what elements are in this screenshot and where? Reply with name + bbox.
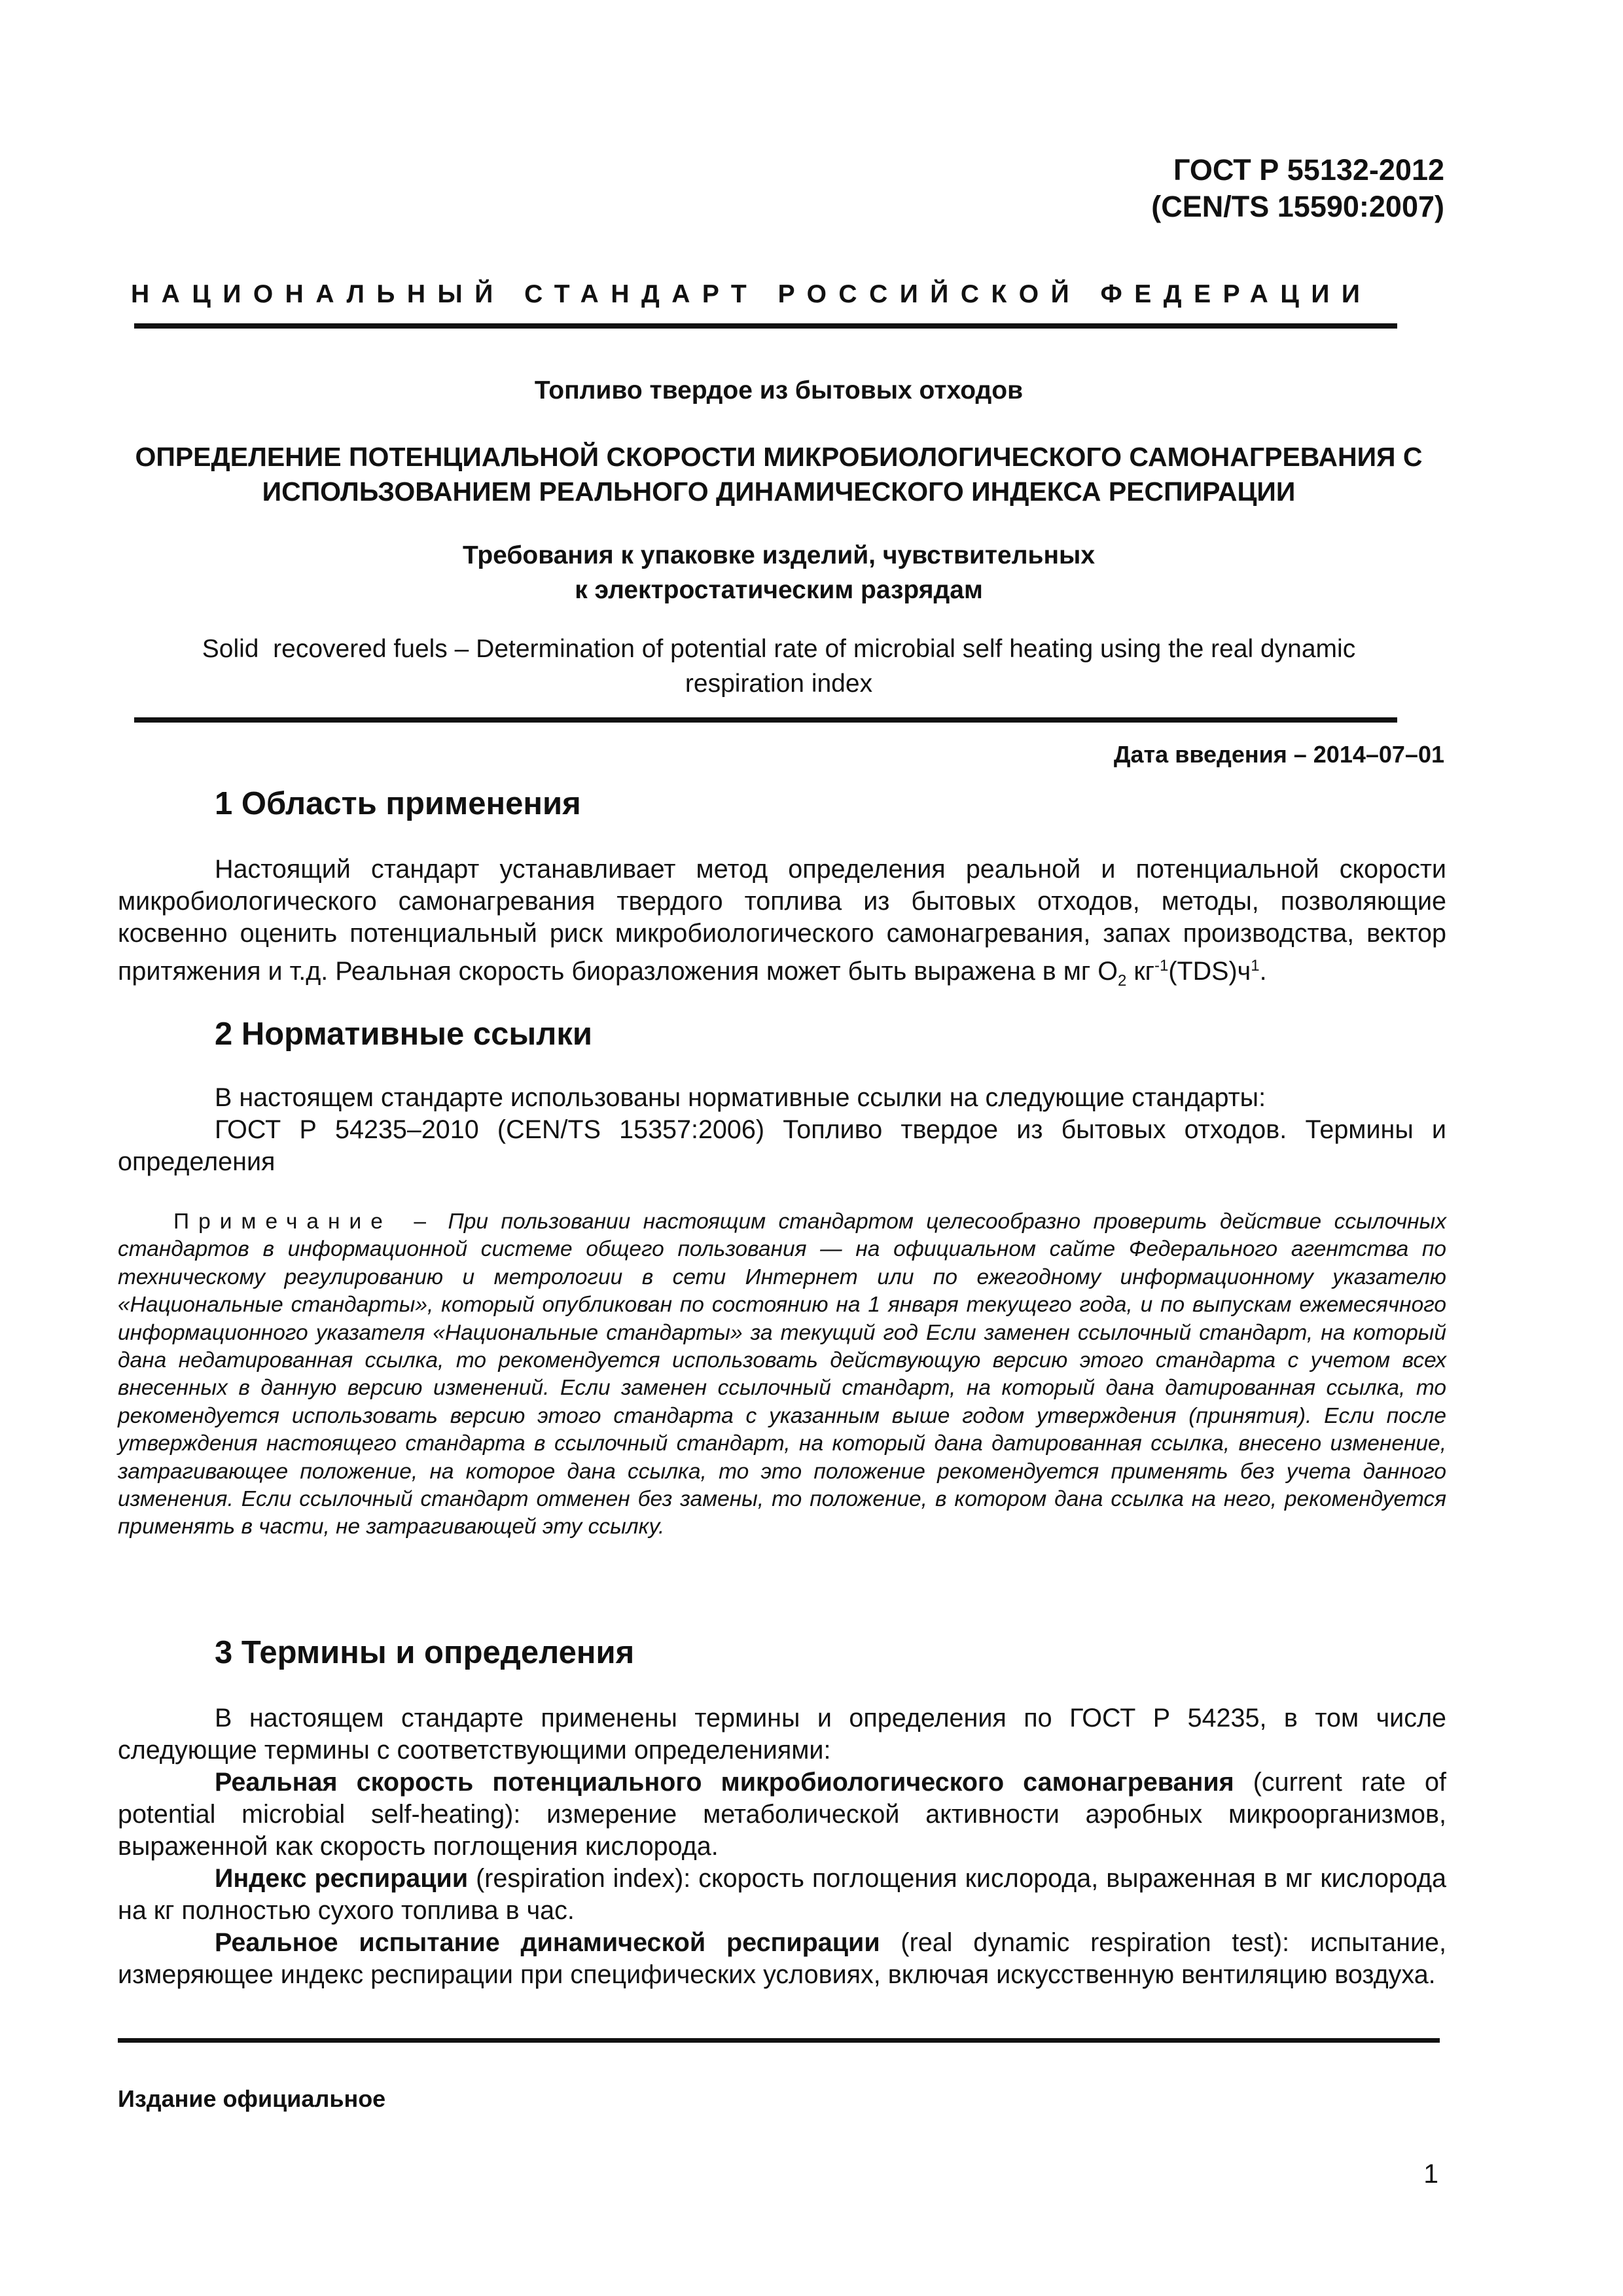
unit-hour-exponent: 1	[1251, 957, 1260, 975]
term-3-name: Реальное испытание динамической респирации	[215, 1928, 880, 1957]
english-title-line1: Solid recovered fuels – Determination of potential rate of microbial self heating using the real dynamic	[202, 635, 1356, 663]
section-2-heading: 2 Нормативные ссылки	[215, 1016, 592, 1052]
term-2-name: Индекс респирации	[215, 1864, 469, 1893]
subtitle-line2: к электростатическим разрядам	[575, 576, 983, 604]
edition-label: Издание официальное	[118, 2085, 386, 2112]
english-title-line2: respiration index	[685, 670, 873, 698]
cen-reference: (CEN/TS 15590:2007)	[1151, 190, 1444, 223]
o2-subscript: 2	[1117, 972, 1127, 990]
section-2-note	[118, 1208, 1446, 1541]
section-3-intro: В настоящем стандарте применены термины и определения по ГОСТ Р 54235, в том числе следующие термины с соответствующими определениями:	[118, 1704, 1446, 1765]
term-1	[118, 1767, 1446, 1863]
note-text: При пользовании настоящим стандартом целесообразно проверить действие ссылочных стандартов в информационной системе общего пользования — на официальном сайте Федерального агентства по техническому регулированию и метрологии в сети Интернет или по ежегодному информационному указателю «Национальные стандарты», который опубликован по состоянию на 1 января текущего года, и по выпускам ежемесячного информационного указателя «Национальные стандарты» за текущий год Если заменен ссылочный стандарт, на который дана недатированная ссылка, то рекомендуется использовать действующую версию этого стандарта с учетом всех внесенных в данную версию изменений. Если заменен ссылочный стандарт, на который дана датированная ссылка, то рекомендуется использовать версию этого стандарта с указанным выше годом утверждения (принятия). Если после утверждения настоящего стандарта в ссылочный стандарт, на который дана датированная ссылка, внесено изменение, затрагивающее положение, на которое дана ссылка, то это положение рекомендуется применять без учета данного изменения. Если ссылочный стандарт отменен без замены, то положение, в котором дана ссылка на него, рекомендуется применять в части, не затрагивающей эту ссылку.	[118, 1210, 1446, 1539]
header-rule	[134, 323, 1397, 329]
term-1-definition: (current rate of potential microbial self-heating): измерение метаболической активности аэробных микроорганизмов, выраженной как скорость поглощения кислорода.	[118, 1768, 1446, 1861]
term-3-definition: (real dynamic respiration test): испытание, измеряющее индекс респирации при специфических условиях, включая искусственную вентиляцию воздуха.	[118, 1928, 1446, 1989]
section-3-heading: 3 Термины и определения	[215, 1635, 635, 1670]
section-1-end: .	[1259, 957, 1267, 986]
national-standard-banner: НАЦИОНАЛЬНЫЙ СТАНДАРТ РОССИЙСКОЙ ФЕДЕРАЦИИ	[131, 280, 1372, 308]
english-title	[118, 632, 1440, 701]
subtitle-line1: Требования к упаковке изделий, чувствительных	[462, 541, 1096, 569]
main-title-line1: ОПРЕДЕЛЕНИЕ ПОТЕНЦИАЛЬНОЙ СКОРОСТИ МИКРОБИОЛОГИЧЕСКОГО САМОНАГРЕВАНИЯ С	[135, 442, 1423, 472]
gost-number: ГОСТ Р 55132-2012	[1173, 153, 1444, 187]
term-3	[118, 1927, 1446, 1991]
introduction-date: Дата введения – 2014–07–01	[1113, 741, 1444, 768]
unit-kg-exponent: -1	[1154, 957, 1169, 975]
document-header	[1151, 152, 1444, 225]
subject-title: Топливо твердое из бытовых отходов	[534, 376, 1024, 404]
note-label: Примечание –	[173, 1210, 436, 1234]
term-2	[118, 1863, 1446, 1927]
main-title-line2: ИСПОЛЬЗОВАНИЕМ РЕАЛЬНОГО ДИНАМИЧЕСКОГО ИНДЕКСА РЕСПИРАЦИИ	[262, 476, 1296, 507]
section-1-heading: 1 Область применения	[215, 786, 581, 821]
section-1-text	[118, 853, 1446, 997]
footer-rule	[118, 2038, 1440, 2043]
section-2-reference: ГОСТ Р 54235–2010 (CEN/TS 15357:2006) Топливо твердое из бытовых отходов. Термины и определения	[118, 1115, 1446, 1176]
title-rule	[134, 717, 1397, 723]
term-1-name: Реальная скорость потенциального микробиологического самонагревания	[215, 1768, 1234, 1797]
subtitle	[118, 538, 1440, 607]
section-1-body: Настоящий стандарт устанавливает метод определения реальной и потенциальной скорости микробиологического самонагревания твердого топлива из бытовых отходов, методы, позволяющие косвенно оценить потенциальный риск микробиологического самонагревания, запах производства, вектор притяжения и т.д. Реальная скорость биоразложения может быть выражена в мг O	[118, 855, 1446, 986]
main-title	[118, 440, 1440, 509]
page-number: 1	[1423, 2159, 1438, 2189]
section-2-intro: В настоящем стандарте использованы нормативные ссылки на следующие стандарты:	[215, 1083, 1266, 1112]
unit-kg: кг	[1126, 957, 1155, 986]
unit-tds: (TDS)ч	[1168, 957, 1251, 986]
term-2-definition: (respiration index): скорость поглощения кислорода, выраженная в мг кислорода на кг полностью сухого топлива в час.	[118, 1864, 1447, 1925]
